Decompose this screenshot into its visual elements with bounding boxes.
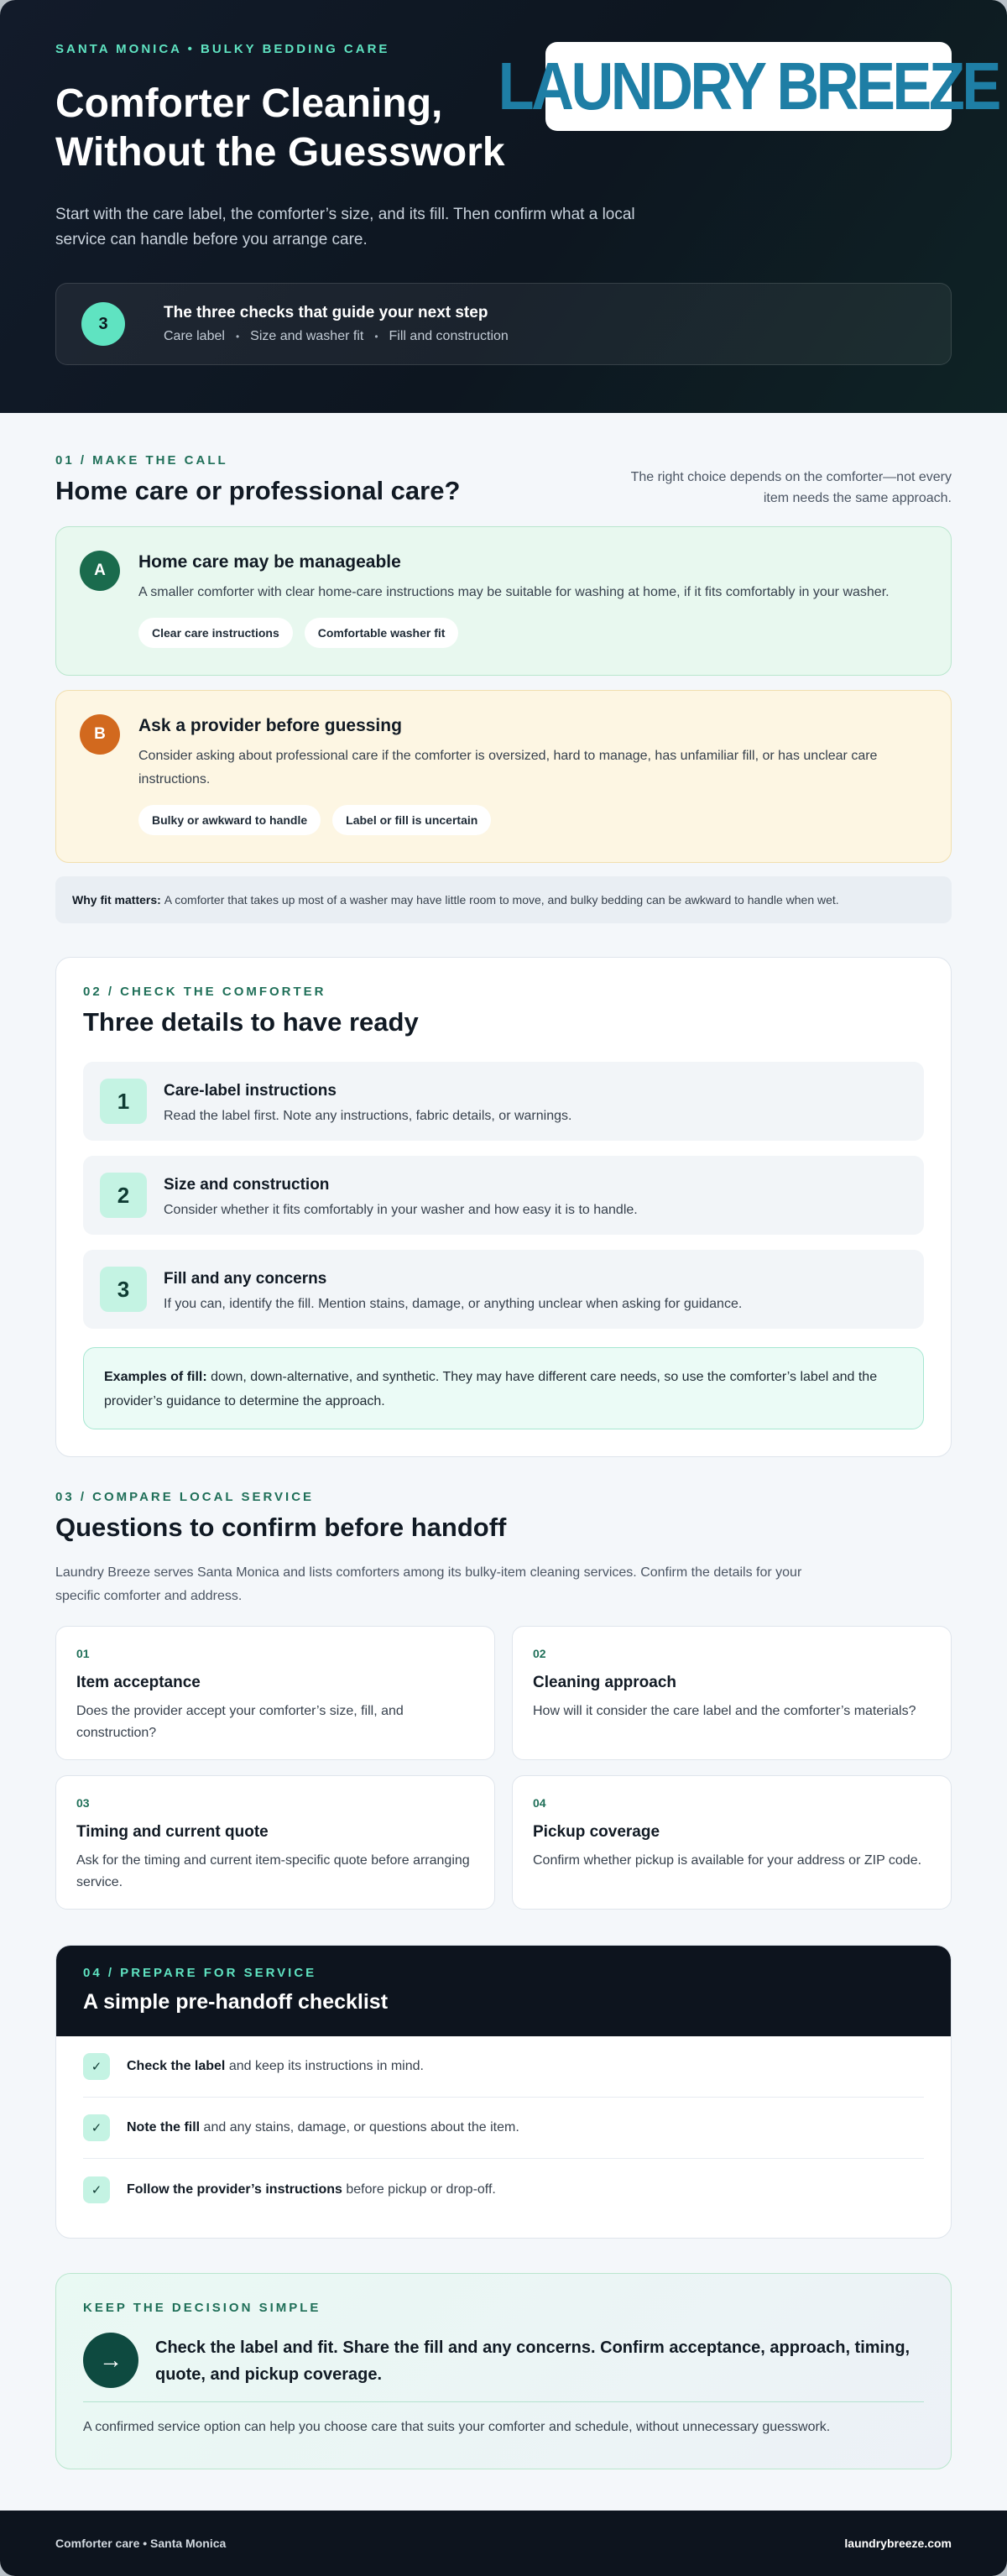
question-number: 02 [533,1647,546,1660]
fill-label: Examples of fill: [104,1370,207,1384]
checkmark-icon: ✓ [83,2176,110,2203]
hero [0,0,1007,413]
why-fit-matters-note [55,876,952,923]
question-number: 03 [76,1796,90,1810]
section4-title: A simple pre-handoff checklist [83,1990,389,2014]
section-pre-handoff-checklist [55,1945,952,2239]
pill-uncertain: Label or fill is uncertain [332,805,491,835]
card-home-care [55,526,952,676]
logo-text: LAUNDRY BREEZE [498,49,999,123]
checklist-bold: Note the fill [127,2120,201,2134]
section-compare-local-service [55,1490,952,1889]
question-text: Ask for the timing and current item-specific quote before arranging service. [76,1853,470,1889]
footer [0,2511,1007,2576]
section1-aside: The right choice depends on the comforter—not every item needs the same approach. [630,470,952,505]
fill-examples-note [83,1347,924,1429]
question-text: How will it consider the care label and the comforter’s materials? [533,1704,916,1718]
card-b-title: Ask a provider before guessing [138,716,402,735]
divider [83,2401,924,2402]
question-number: 04 [533,1796,546,1810]
section3-lead: Laundry Breeze serves Santa Monica and lists comforters among its bulky-item cleaning services. Confirm the details for your specific comforter and address. [55,1565,802,1603]
detail-number: 1 [100,1079,147,1124]
checklist-text: and any stains, damage, or questions about the item. [200,2120,519,2134]
question-text: Confirm whether pickup is available for your address or ZIP code. [533,1853,922,1868]
letter-badge-b: B [80,714,120,755]
detail-number: 2 [100,1173,147,1218]
section2-eyebrow: 02 / CHECK THE COMFORTER [83,985,326,999]
detail-item [83,1250,924,1329]
question-title: Item acceptance [76,1674,201,1691]
checklist-item [83,2098,924,2159]
three-checks-panel [55,283,952,365]
section-check-the-comforter [55,957,952,1457]
footer-left-text: Comforter care • Santa Monica [55,2537,227,2550]
card-a-title: Home care may be manageable [138,552,401,572]
section-keep-it-simple [55,2273,952,2469]
footer-website-link[interactable]: laundrybreeze.com [844,2537,952,2550]
hero-eyebrow: SANTA MONICA • BULKY BEDDING CARE [55,42,390,56]
question-card [55,1775,495,1910]
checkmark-icon: ✓ [83,2053,110,2080]
checkmark-icon: ✓ [83,2114,110,2141]
laundry-breeze-logo [498,42,999,131]
question-text: Does the provider accept your comforter’s size, fill, and construction? [76,1704,404,1740]
detail-title: Size and construction [164,1176,330,1194]
section1-title: Home care or professional care? [55,476,461,505]
checks-title: The three checks that guide your next step [164,304,488,321]
question-title: Pickup coverage [533,1823,660,1841]
detail-item [83,1156,924,1235]
summary-footnote: A confirmed service option can help you choose care that suits your comforter and schedule, without unnecessary guesswork. [83,2420,831,2434]
card-a-text: A smaller comforter with clear home-care instructions may be suitable for washing at home, if it fits comfortably in your washer. [138,585,890,599]
bullet-dot: • [235,331,240,342]
pill-clear-care: Clear care instructions [138,618,293,648]
detail-title: Fill and any concerns [164,1270,327,1288]
section1-eyebrow: 01 / MAKE THE CALL [55,453,228,468]
check-item-care-label: Care label [164,329,225,343]
section3-title: Questions to confirm before handoff [55,1513,507,1542]
detail-title: Care-label instructions [164,1082,337,1100]
why-label: Why fit matters: [72,893,161,907]
checklist-item [83,2159,924,2220]
section-make-the-call [55,453,952,907]
card-b-text: Consider asking about professional care if the comforter is oversized, hard to manage, has unfamiliar fill, or has unclear care instructions. [138,749,878,786]
why-text: A comforter that takes up most of a washer may have little room to move, and bulky bedding can be awkward to handle when wet. [164,893,839,907]
checks-count-badge: 3 [81,302,125,346]
question-title: Cleaning approach [533,1674,677,1691]
detail-text: Consider whether it fits comfortably in your washer and how easy it is to handle. [164,1203,638,1217]
checklist-bold: Check the label [127,2059,226,2073]
detail-item [83,1062,924,1141]
detail-number: 3 [100,1267,147,1312]
check-item-size: Size and washer fit [250,329,364,343]
question-card [55,1626,495,1760]
page-title: Comforter Cleaning, Without the Guesswork [55,81,505,175]
letter-badge-a: A [80,551,120,591]
detail-text: Read the label first. Note any instructions, fabric details, or warnings. [164,1109,572,1123]
bullet-dot: • [374,331,378,342]
question-card [512,1626,952,1760]
question-number: 01 [76,1647,90,1660]
question-card [512,1775,952,1910]
pill-washer-fit: Comfortable washer fit [305,618,459,648]
check-item-fill: Fill and construction [389,329,509,343]
hero-intro: Start with the care label, the comforter’s size, and its fill. Then confirm what a local service can handle before you arrange care. [55,206,635,248]
checklist-text: before pickup or drop-off. [342,2182,496,2197]
section5-eyebrow: KEEP THE DECISION SIMPLE [83,2301,321,2315]
checklist-bold: Follow the provider’s instructions [127,2182,342,2197]
fill-text: down, down-alternative, and synthetic. They may have different care needs, so use the comforter’s label and the provider’s guidance to determine the approach. [104,1370,878,1408]
detail-text: If you can, identify the fill. Mention stains, damage, or anything unclear when asking for guidance. [164,1297,743,1311]
pill-bulky: Bulky or awkward to handle [138,805,321,835]
arrow-right-icon: → [83,2333,138,2388]
section3-eyebrow: 03 / COMPARE LOCAL SERVICE [55,1490,315,1504]
section2-title: Three details to have ready [83,1007,419,1037]
card-ask-provider [55,690,952,863]
summary-headline: Check the label and fit. Share the fill and any concerns. Confirm acceptance, approach, timing, quote, and pickup coverage. [155,2338,910,2384]
checklist-text: and keep its instructions in mind. [225,2059,424,2073]
checklist-item [83,2036,924,2098]
section4-eyebrow: 04 / PREPARE FOR SERVICE [83,1966,317,1980]
question-title: Timing and current quote [76,1823,269,1841]
